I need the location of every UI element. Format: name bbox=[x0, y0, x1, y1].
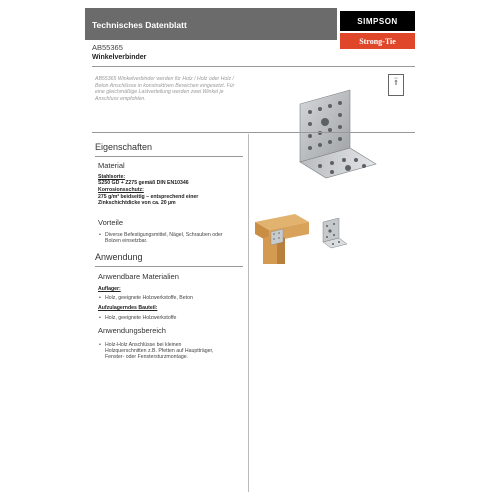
column-divider bbox=[248, 134, 249, 492]
installation-photo bbox=[255, 212, 309, 264]
label-stahlsorte: Stahlsorte: bbox=[98, 174, 126, 180]
logo-simpson-text: SIMPSON bbox=[357, 16, 398, 26]
simpson-logo bbox=[340, 11, 415, 69]
list-item: • Diverse Befestigungsmittel, Nägel, Schrauben oder bbox=[99, 232, 223, 238]
datasheet-page bbox=[85, 8, 415, 490]
list-item: Holzquerschnitten z.B. Pfetten auf Hauptträger, bbox=[105, 348, 214, 354]
bracket-thumbnail bbox=[317, 218, 347, 250]
label-korrosionsschutz: Korrosionsschutz: bbox=[98, 187, 144, 193]
list-item: • Holz, geeignete Holzwerkstoffe bbox=[99, 315, 177, 321]
page-title: Technisches Datenblatt bbox=[92, 20, 187, 30]
section-rule bbox=[95, 156, 243, 157]
product-code: AB55365 bbox=[92, 43, 123, 52]
list-item: • Holz, geeignete Holzwerkstoffe, Beton bbox=[99, 295, 193, 301]
doc-badge-icon: ▭ ⇑ bbox=[388, 74, 404, 96]
section-anwendung: Anwendung bbox=[95, 252, 143, 262]
header-divider bbox=[92, 66, 415, 67]
product-intro: AB55365 Winkelverbinder werden für Holz / Holz oder Holz / Beton Anschlüsse in konstruktiven Bereichen eingesetzt. Für eine gleichmäßige Lastverteilung werden zwei Winkel je Anschluss empfohlen. bbox=[95, 76, 235, 102]
label-bauteil: Aufzulagerndes Bauteil: bbox=[98, 305, 158, 311]
intro-divider bbox=[92, 132, 415, 133]
list-item: Bolzen einsetzbar. bbox=[105, 238, 148, 244]
label-auflager: Auflager: bbox=[98, 286, 121, 292]
heading-material: Material bbox=[98, 161, 125, 170]
value-stahlsorte: S250 GD + Z275 gemäß DIN EN10346 bbox=[98, 180, 189, 186]
section-eigenschaften: Eigenschaften bbox=[95, 142, 153, 152]
header-bar bbox=[85, 8, 337, 40]
value-korrosionsschutz-1: 275 g/m² beidseitig – entsprechend einer bbox=[98, 194, 199, 200]
section-rule bbox=[95, 266, 243, 267]
logo-strongtie-text: Strong-Tie bbox=[359, 36, 396, 46]
value-korrosionsschutz-2: Zinkschichtdicke von ca. 20 µm bbox=[98, 200, 176, 206]
heading-vorteile: Vorteile bbox=[98, 218, 124, 227]
product-name: Winkelverbinder bbox=[92, 54, 147, 61]
list-item: • Holz-Holz Anschlüsse bei kleinen bbox=[99, 342, 182, 348]
heading-materialien: Anwendbare Materialien bbox=[98, 272, 179, 281]
heading-anwendungsbereich: Anwendungsbereich bbox=[98, 326, 166, 335]
list-item: Fenster- oder Fenstersturzmontage. bbox=[105, 354, 189, 360]
